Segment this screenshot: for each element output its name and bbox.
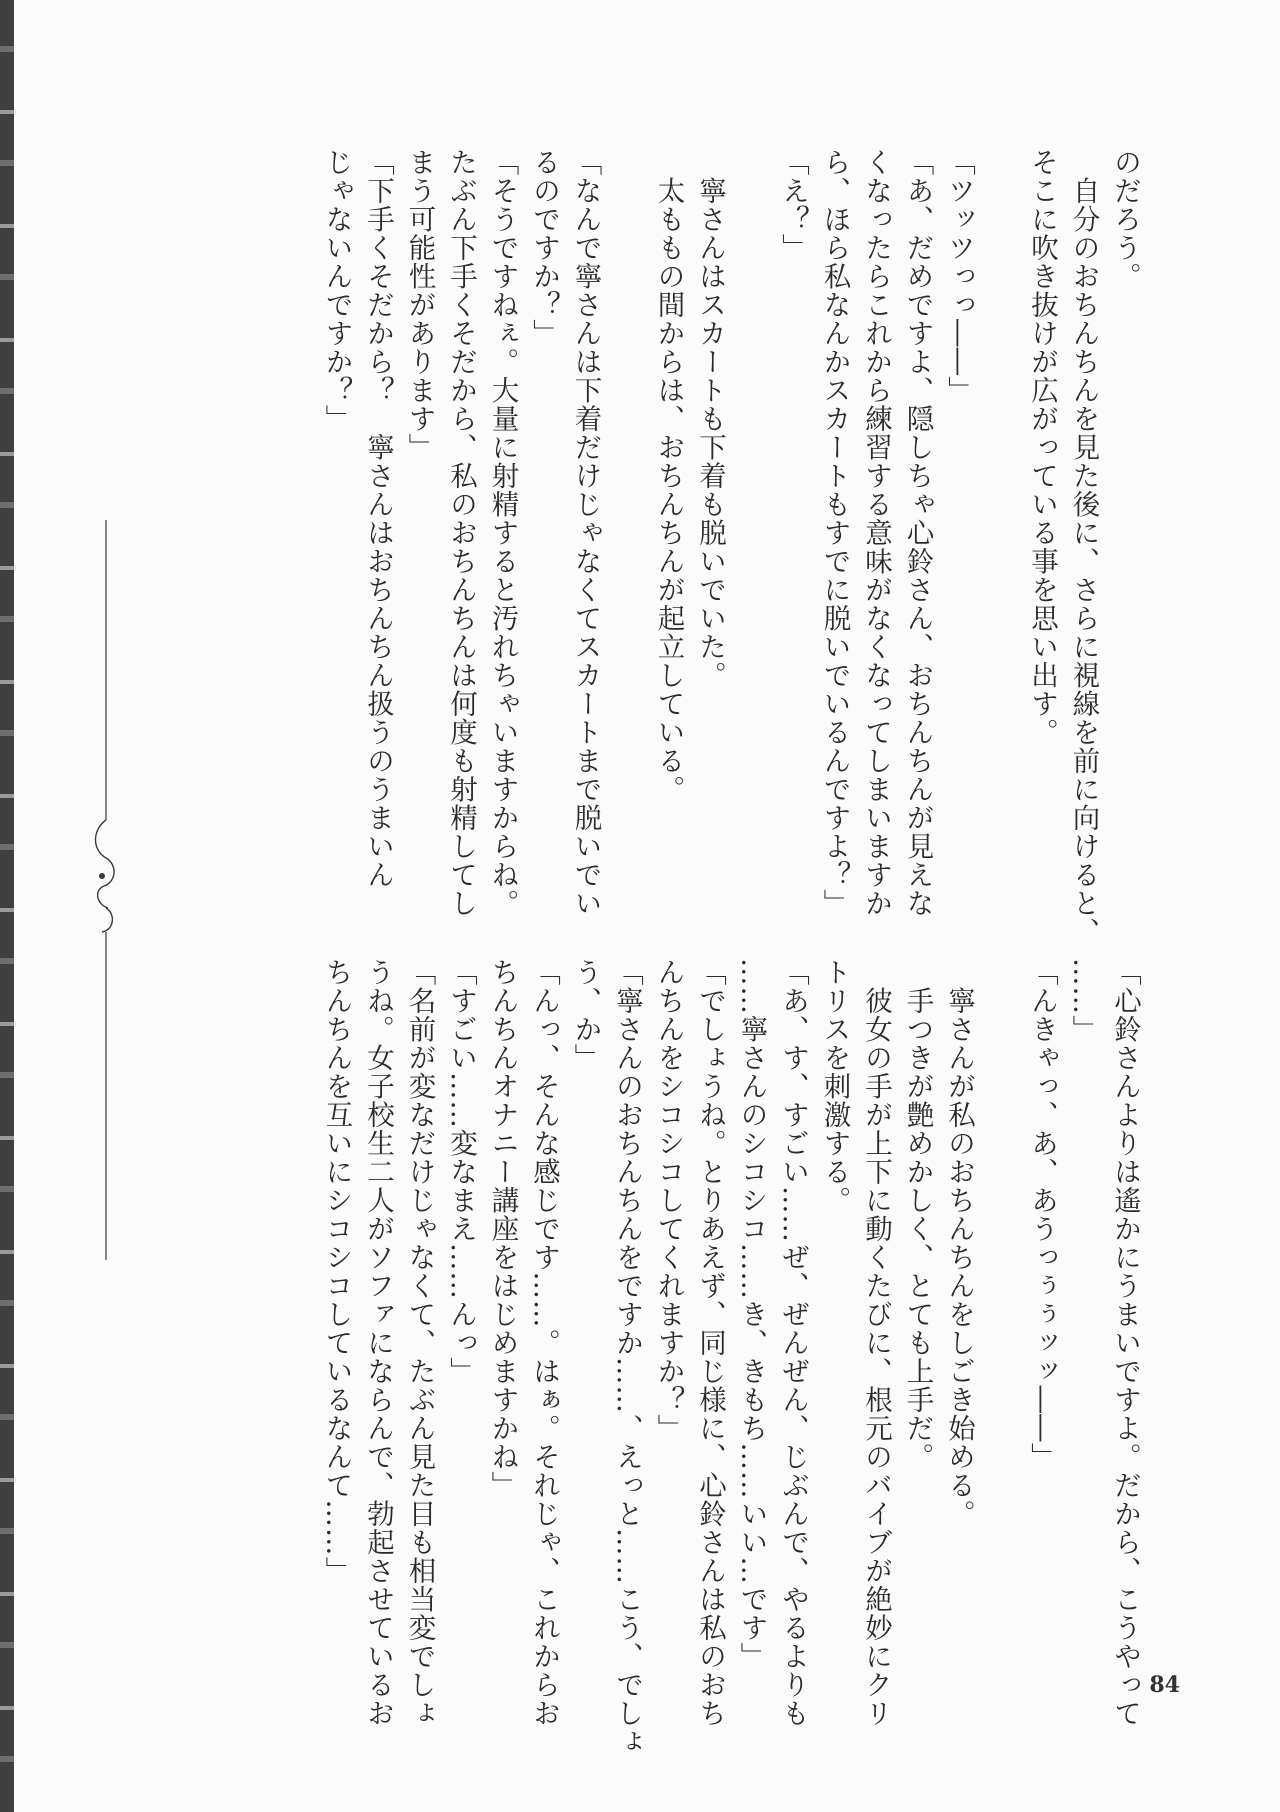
text-line: 「下手くそだから？ 寧さんはおちんちん扱うのうまいん: [362, 148, 394, 889]
text-line: 自分のおちんちんを見た後に、さらに視線を前に向けると、: [1067, 148, 1100, 946]
text-line: たぶん下手くそだから、私のおちんちんは何度も射精してし: [445, 148, 477, 918]
text-line: [979, 148, 1021, 828]
text-line: 「え？」: [777, 148, 809, 262]
lower-text-block: [135, 958, 1145, 1756]
text-line: ……」: [1067, 958, 1100, 1044]
text-line: ちんちんを互いにシコシコしているなんて……」: [320, 958, 353, 1585]
binding-edge: [0, 0, 14, 1812]
text-line: そこに吹き抜けが広がっている事を思い出す。: [1026, 148, 1058, 747]
text-line: 「心鈴さんよりは遙かにうまいですよ。だから、こうやって: [1109, 958, 1141, 1728]
upper-text-block: [135, 148, 1145, 946]
text-line: 「寧さんのおちんちんをですか……、えっと……こう、でしょ: [611, 958, 643, 1756]
text-line: 「でしょうね。とりあえず、同じ様に、心鈴さんは私のおち: [694, 958, 726, 1728]
text-line: 「そうですねぇ。大量に射精すると汚れちゃいますからね。: [486, 148, 519, 918]
text-line: 太ももの間からは、おちんちんが起立している。: [652, 148, 685, 804]
text-line: [979, 958, 1021, 1658]
text-line: 「名前が変なだけじゃなくて、たぶん見た目も相当変でしょ: [403, 958, 436, 1728]
page-number: 84: [1149, 1672, 1180, 1698]
text-line: うね。女子校生二人がソファにならんで、勃起させているお: [362, 958, 394, 1728]
text-line: 寧さんが私のおちんちんをしごき始める。: [943, 958, 975, 1528]
text-line: じゃないんですか？」: [320, 148, 353, 433]
text-line: のだろう。: [1109, 148, 1141, 291]
text-line: くなったらこれから練習する意味がなくなってしまいますか: [860, 148, 892, 918]
text-line: んちんをシコシコしてくれますか？」: [652, 958, 685, 1443]
text-line: 「あ、す、すごい……ぜ、ぜんぜん、じぶんで、やるよりも: [777, 958, 809, 1728]
text-line: 「なんで寧さんは下着だけじゃなくてスカートまで脱いでい: [569, 148, 602, 918]
text-line: まう可能性があります」: [403, 148, 436, 462]
text-line: るのですか？」: [528, 148, 560, 348]
text-line: [606, 148, 648, 828]
text-line: 手つきが艶めかしく、とても上手だ。: [901, 958, 934, 1471]
text-line: 「んきゃっ、あ、あうっぅぅッッ――」: [1026, 958, 1058, 1471]
text-line: 「すごい……変なまえ……んっ」: [445, 958, 477, 1386]
text-line: 彼女の手が上下に動くたびに、根元のバイブが絶妙にクリ: [860, 958, 892, 1728]
text-line: トリスを刺激する。: [818, 958, 851, 1215]
text-line: ちんちんオナニー講座をはじめますかね」: [486, 958, 519, 1500]
text-line: 「んっ、そんな感じです……。はぁ。それじゃ、これからお: [528, 958, 560, 1728]
text-line: ……寧さんのシコシコ……き、きもち……いい…です」: [735, 958, 768, 1671]
text-line: う、か」: [569, 958, 602, 1072]
decorative-rule-ornament: [86, 520, 126, 1260]
text-line: ら、ほら私なんかスカートもすでに脱いでいるんですよ？」: [818, 148, 851, 918]
text-line: 「あ、だめですよ、隠しちゃ心鈴さん、おちんちんが見えな: [901, 148, 934, 918]
text-line: 寧さんはスカートも下着も脱いでいた。: [694, 148, 726, 690]
text-line: 「ツッツっっ――」: [943, 148, 975, 405]
text-line: [730, 148, 772, 828]
